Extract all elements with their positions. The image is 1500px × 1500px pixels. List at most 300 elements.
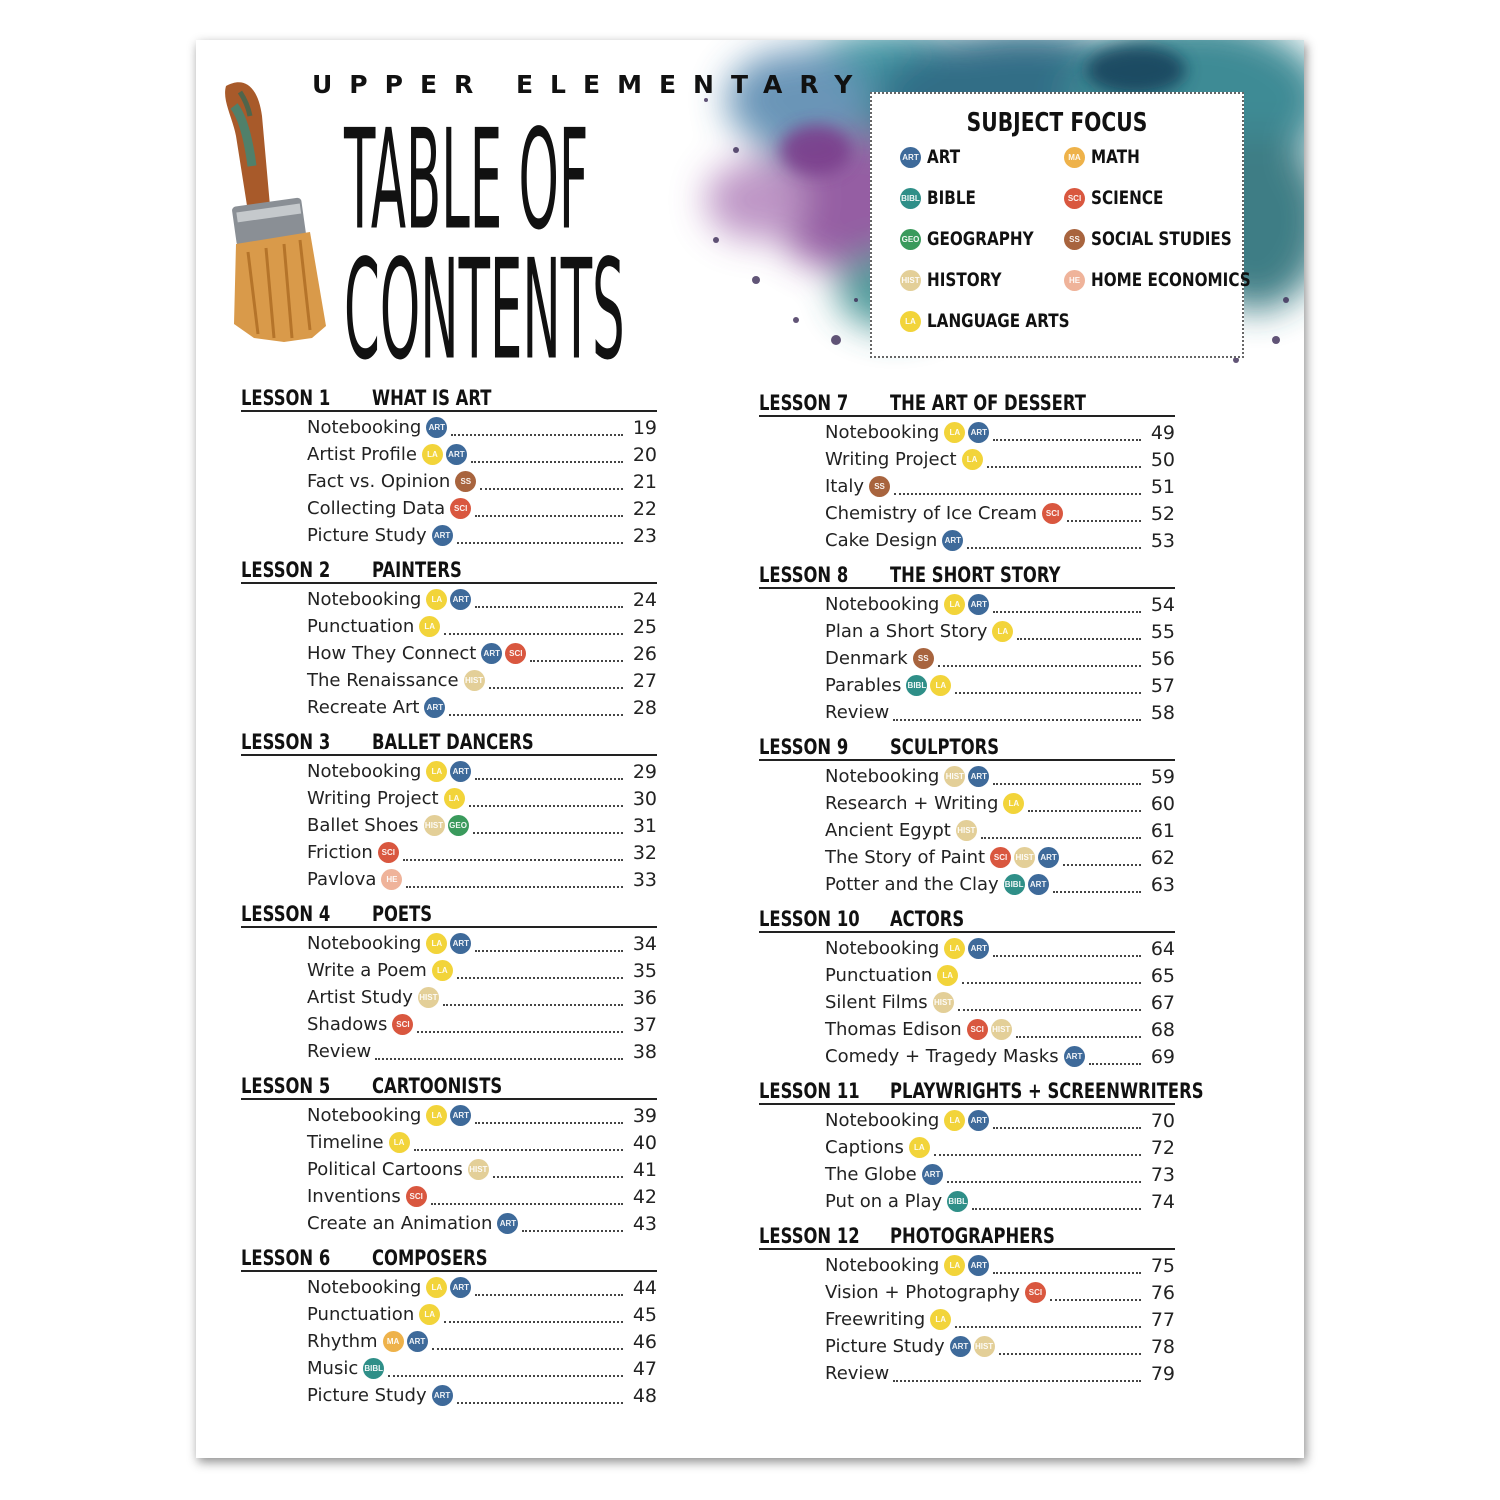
la-subject-icon: LA <box>962 449 983 470</box>
toc-entry-label: Notebooking <box>825 1110 940 1131</box>
subject-tags <box>455 471 476 492</box>
dot-leader <box>1017 638 1141 640</box>
legend-item-ss <box>1064 228 1267 250</box>
toc-entry[interactable] <box>825 527 1175 554</box>
toc-entry-label: How They Connect <box>307 643 477 664</box>
toc-entry-label: Notebooking <box>307 1105 422 1126</box>
lesson-number: LESSON 12 <box>759 1224 860 1248</box>
subject-tags <box>424 697 445 718</box>
toc-entry[interactable] <box>825 1016 1175 1043</box>
lesson-number: LESSON 6 <box>241 1246 331 1270</box>
page-number: 20 <box>632 443 657 466</box>
toc-entry[interactable] <box>307 984 657 1011</box>
toc-entry[interactable] <box>307 1328 657 1355</box>
lesson-block <box>759 901 1175 1070</box>
toc-entry-label: Ancient Egypt <box>825 820 951 841</box>
lesson-header <box>759 901 1175 933</box>
toc-entry-label: Notebooking <box>307 933 422 954</box>
toc-entry-label: Picture Study <box>825 1336 945 1357</box>
toc-entry[interactable] <box>825 446 1175 473</box>
page-number: 29 <box>632 760 657 783</box>
dot-leader <box>457 1402 623 1404</box>
art-subject-icon: ART <box>450 1105 471 1126</box>
sci-subject-icon: SCI <box>1064 188 1085 209</box>
subject-tags <box>1025 1282 1046 1303</box>
subject-tags <box>378 842 399 863</box>
subject-tags <box>424 815 469 836</box>
subject-tags <box>956 820 977 841</box>
toc-entry[interactable] <box>825 790 1175 817</box>
dot-leader <box>1089 1063 1141 1065</box>
page-number: 75 <box>1150 1254 1175 1277</box>
lesson-number: LESSON 3 <box>241 730 331 754</box>
subject-tags <box>930 1309 951 1330</box>
dot-leader <box>962 982 1141 984</box>
legend-item-he <box>1064 269 1291 291</box>
lesson-block <box>241 1240 657 1409</box>
page-title-line1: TABLE OF <box>344 100 589 261</box>
art-subject-icon: ART <box>968 1110 989 1131</box>
art-subject-icon: ART <box>968 1255 989 1276</box>
hist-subject-icon: HIST <box>1014 847 1035 868</box>
document-page <box>196 40 1304 1458</box>
lesson-header <box>759 385 1175 417</box>
toc-entry-label: Captions <box>825 1137 904 1158</box>
dot-leader <box>444 633 623 635</box>
toc-entry[interactable] <box>307 586 657 613</box>
toc-entry[interactable] <box>307 1183 657 1210</box>
toc-entry-label: Friction <box>307 842 373 863</box>
subject-tags <box>464 670 485 691</box>
subject-tags <box>909 1137 930 1158</box>
toc-entry-label: Fact vs. Opinion <box>307 471 451 492</box>
dot-leader <box>972 1208 1141 1210</box>
subject-tags <box>419 1304 440 1325</box>
toc-entry-label: Shadows <box>307 1014 388 1035</box>
subject-tags <box>432 960 453 981</box>
toc-entry-label: Research + Writing <box>825 793 999 814</box>
toc-entry-label: Notebooking <box>307 1277 422 1298</box>
subject-tags <box>389 1132 410 1153</box>
la-subject-icon: LA <box>937 965 958 986</box>
toc-entry[interactable] <box>307 785 657 812</box>
toc-entry[interactable] <box>307 1038 657 1065</box>
toc-entry-label: Thomas Edison <box>825 1019 962 1040</box>
page-number: 61 <box>1150 819 1175 842</box>
page-number: 64 <box>1150 937 1175 960</box>
la-subject-icon: LA <box>389 1132 410 1153</box>
toc-entry[interactable] <box>825 1161 1175 1188</box>
lesson-block <box>759 1073 1204 1215</box>
toc-entry[interactable] <box>307 1102 657 1129</box>
toc-entry[interactable] <box>825 1188 1175 1215</box>
page-number: 77 <box>1150 1308 1175 1331</box>
toc-entry-label: Writing Project <box>307 788 439 809</box>
toc-entry[interactable] <box>825 591 1175 618</box>
toc-entry[interactable] <box>825 871 1175 898</box>
dot-leader <box>475 606 623 608</box>
toc-entry[interactable] <box>307 839 657 866</box>
lesson-header <box>759 1218 1175 1250</box>
toc-entry[interactable] <box>307 1156 657 1183</box>
subject-tags <box>481 643 526 664</box>
subject-tags <box>913 648 934 669</box>
la-subject-icon: LA <box>426 1277 447 1298</box>
sci-subject-icon: SCI <box>406 1186 427 1207</box>
toc-entry-label: Silent Films <box>825 992 928 1013</box>
lesson-header <box>241 896 657 928</box>
subject-tags <box>950 1336 995 1357</box>
art-subject-icon: ART <box>922 1164 943 1185</box>
subject-tags <box>426 933 471 954</box>
legend-label: LANGUAGE ARTS <box>927 310 1070 332</box>
sci-subject-icon: SCI <box>505 643 526 664</box>
dot-leader <box>475 515 623 517</box>
dot-leader <box>893 1380 1141 1382</box>
hist-subject-icon: HIST <box>468 1159 489 1180</box>
dot-leader <box>993 1272 1141 1274</box>
toc-entry[interactable] <box>307 1355 657 1382</box>
toc-entry[interactable] <box>307 640 657 667</box>
subject-tags <box>944 766 989 787</box>
toc-entry[interactable] <box>825 1333 1175 1360</box>
header-kicker: UPPER ELEMENTARY <box>312 70 870 99</box>
toc-entry-label: Italy <box>825 476 865 497</box>
toc-entry[interactable] <box>825 1306 1175 1333</box>
subject-tags <box>426 417 447 438</box>
page-number: 39 <box>632 1104 657 1127</box>
art-subject-icon: ART <box>942 530 963 551</box>
toc-entry-label: Notebooking <box>307 761 422 782</box>
toc-entry-label: Artist Study <box>307 987 413 1008</box>
subject-tags <box>432 1385 453 1406</box>
subject-tags <box>937 965 958 986</box>
subject-tags <box>944 1255 989 1276</box>
dot-leader <box>431 1203 623 1205</box>
lesson-header <box>759 557 1175 589</box>
la-subject-icon: LA <box>909 1137 930 1158</box>
art-subject-icon: ART <box>950 1336 971 1357</box>
subject-tags <box>497 1213 518 1234</box>
dot-leader <box>934 1154 1141 1156</box>
lesson-header <box>759 1073 1204 1105</box>
toc-entry[interactable] <box>825 672 1175 699</box>
art-subject-icon: ART <box>432 525 453 546</box>
toc-entry[interactable] <box>307 495 657 522</box>
toc-entry[interactable] <box>307 957 657 984</box>
lesson-number: LESSON 11 <box>759 1079 860 1103</box>
la-subject-icon: LA <box>944 1110 965 1131</box>
lesson-block <box>241 552 657 721</box>
toc-entry[interactable] <box>307 1129 657 1156</box>
page-number: 35 <box>632 959 657 982</box>
art-subject-icon: ART <box>426 417 447 438</box>
legend-item-bibl <box>900 187 988 209</box>
legend-label: HISTORY <box>927 269 1002 291</box>
art-subject-icon: ART <box>450 761 471 782</box>
subject-tags <box>944 422 989 443</box>
toc-entry-label: Create an Animation <box>307 1213 493 1234</box>
ss-subject-icon: SS <box>869 476 890 497</box>
subject-tags <box>1004 874 1049 895</box>
ss-subject-icon: SS <box>1064 229 1085 250</box>
dot-leader <box>493 1176 623 1178</box>
dot-leader <box>938 665 1141 667</box>
hist-subject-icon: HIST <box>900 270 921 291</box>
subject-tags <box>426 589 471 610</box>
dot-leader <box>999 1353 1141 1355</box>
toc-entry-label: Cake Design <box>825 530 938 551</box>
bibl-subject-icon: BIBL <box>900 188 921 209</box>
toc-entry[interactable] <box>307 613 657 640</box>
toc-entry[interactable] <box>307 1011 657 1038</box>
la-subject-icon: LA <box>426 1105 447 1126</box>
subject-tags <box>944 1110 989 1131</box>
toc-entry-label: Music <box>307 1358 359 1379</box>
lesson-header <box>241 1068 657 1100</box>
toc-entry[interactable] <box>825 500 1175 527</box>
toc-entry-label: Notebooking <box>825 594 940 615</box>
page-number: 60 <box>1150 792 1175 815</box>
dot-leader <box>406 886 623 888</box>
page-number: 55 <box>1150 620 1175 643</box>
subject-tags <box>944 938 989 959</box>
legend-item-la <box>900 310 1105 332</box>
toc-entry[interactable] <box>825 935 1175 962</box>
toc-entry[interactable] <box>825 817 1175 844</box>
bibl-subject-icon: BIBL <box>1004 874 1025 895</box>
lesson-title: THE ART OF DESSERT <box>890 391 1086 415</box>
la-subject-icon: LA <box>992 621 1013 642</box>
dot-leader <box>417 1031 623 1033</box>
lesson-number: LESSON 1 <box>241 386 331 410</box>
toc-entry-label: Review <box>825 702 890 723</box>
toc-entry-label: Notebooking <box>825 1255 940 1276</box>
subject-tags <box>933 992 954 1013</box>
ss-subject-icon: SS <box>455 471 476 492</box>
page-number: 70 <box>1150 1109 1175 1132</box>
toc-entry-label: Timeline <box>307 1132 384 1153</box>
toc-entry[interactable] <box>825 763 1175 790</box>
art-subject-icon: ART <box>407 1331 428 1352</box>
lesson-header <box>241 1240 657 1272</box>
lesson-title: COMPOSERS <box>372 1246 488 1270</box>
toc-entry-label: Rhythm <box>307 1331 378 1352</box>
lesson-block <box>241 1068 657 1237</box>
la-subject-icon: LA <box>900 311 921 332</box>
ma-subject-icon: MA <box>383 1331 404 1352</box>
sci-subject-icon: SCI <box>1025 1282 1046 1303</box>
dot-leader <box>475 778 623 780</box>
toc-entry[interactable] <box>307 758 657 785</box>
dot-leader <box>981 837 1141 839</box>
lesson-title: PHOTOGRAPHERS <box>890 1224 1055 1248</box>
toc-entry-label: Collecting Data <box>307 498 446 519</box>
page-number: 32 <box>632 841 657 864</box>
lesson-number: LESSON 7 <box>759 391 849 415</box>
hist-subject-icon: HIST <box>933 992 954 1013</box>
toc-entry-label: Parables <box>825 675 902 696</box>
page-number: 41 <box>632 1158 657 1181</box>
toc-entry-label: Chemistry of Ice Cream <box>825 503 1038 524</box>
page-number: 38 <box>632 1040 657 1063</box>
subject-tags <box>450 498 471 519</box>
page-number: 74 <box>1150 1190 1175 1213</box>
dot-leader <box>993 783 1141 785</box>
page-number: 49 <box>1150 421 1175 444</box>
page-number: 33 <box>632 868 657 891</box>
la-subject-icon: LA <box>930 675 951 696</box>
dot-leader <box>955 692 1141 694</box>
la-subject-icon: LA <box>444 788 465 809</box>
legend-title: SUBJECT FOCUS <box>966 108 1148 138</box>
page-number: 37 <box>632 1013 657 1036</box>
art-subject-icon: ART <box>450 1277 471 1298</box>
legend-item-ma <box>1064 146 1152 168</box>
dot-leader <box>451 434 623 436</box>
toc-entry[interactable] <box>307 930 657 957</box>
lesson-number: LESSON 4 <box>241 902 331 926</box>
page-number: 63 <box>1150 873 1175 896</box>
dot-leader <box>993 955 1141 957</box>
dot-leader <box>987 466 1141 468</box>
toc-entry-label: Punctuation <box>307 616 415 637</box>
toc-entry[interactable] <box>307 812 657 839</box>
subject-tags <box>426 1277 471 1298</box>
toc-entry-label: Punctuation <box>307 1304 415 1325</box>
dot-leader <box>489 687 623 689</box>
lesson-title: BALLET DANCERS <box>372 730 534 754</box>
lesson-title: SCULPTORS <box>890 735 1000 759</box>
page-number: 46 <box>632 1330 657 1353</box>
toc-entry-label: The Renaissance <box>307 670 459 691</box>
lesson-block <box>759 729 1175 898</box>
page-number: 58 <box>1150 701 1175 724</box>
toc-entry[interactable] <box>307 441 657 468</box>
subject-tags <box>922 1164 943 1185</box>
subject-tags <box>432 525 453 546</box>
subject-tags <box>418 987 439 1008</box>
toc-entry-label: Ballet Shoes <box>307 815 419 836</box>
subject-tags <box>406 1186 427 1207</box>
legend-label: HOME ECONOMICS <box>1091 269 1251 291</box>
toc-entry[interactable] <box>825 473 1175 500</box>
la-subject-icon: LA <box>944 938 965 959</box>
toc-entry-label: Artist Profile <box>307 444 417 465</box>
subject-tags <box>1064 1046 1085 1067</box>
subject-tags <box>1042 503 1063 524</box>
subject-tags <box>992 621 1013 642</box>
lesson-header <box>241 552 657 584</box>
lesson-block <box>759 557 1175 726</box>
page-number: 48 <box>632 1384 657 1407</box>
dot-leader <box>475 1294 623 1296</box>
page-number: 45 <box>632 1303 657 1326</box>
lesson-number: LESSON 10 <box>759 907 860 931</box>
toc-entry[interactable] <box>307 866 657 893</box>
page-number: 59 <box>1150 765 1175 788</box>
toc-entry[interactable] <box>825 699 1175 726</box>
dot-leader <box>457 542 623 544</box>
toc-entry[interactable] <box>825 1360 1175 1387</box>
dot-leader <box>522 1230 623 1232</box>
toc-entry[interactable] <box>307 522 657 549</box>
toc-entry[interactable] <box>307 1210 657 1237</box>
dot-leader <box>893 719 1141 721</box>
dot-leader <box>403 859 623 861</box>
legend-label: GEOGRAPHY <box>927 228 1034 250</box>
sci-subject-icon: SCI <box>1042 503 1063 524</box>
toc-entry[interactable] <box>825 1043 1175 1070</box>
toc-entry[interactable] <box>825 1134 1175 1161</box>
dot-leader <box>475 950 623 952</box>
hist-subject-icon: HIST <box>974 1336 995 1357</box>
toc-entry[interactable] <box>825 844 1175 871</box>
toc-entry[interactable] <box>307 414 657 441</box>
page-number: 51 <box>1150 475 1175 498</box>
page-number: 67 <box>1150 991 1175 1014</box>
toc-entry[interactable] <box>825 1279 1175 1306</box>
lesson-block <box>241 724 657 893</box>
toc-entry-label: Vision + Photography <box>825 1282 1020 1303</box>
geo-subject-icon: GEO <box>900 229 921 250</box>
subject-tags <box>419 616 440 637</box>
dot-leader <box>1028 810 1141 812</box>
toc-entry-label: Review <box>307 1041 372 1062</box>
hist-subject-icon: HIST <box>464 670 485 691</box>
toc-entry-label: Freewriting <box>825 1309 926 1330</box>
la-subject-icon: LA <box>1003 793 1024 814</box>
toc-entry-label: Comedy + Tragedy Masks <box>825 1046 1059 1067</box>
toc-entry[interactable] <box>307 1274 657 1301</box>
lesson-block <box>241 380 657 549</box>
legend-item-hist <box>900 269 1020 291</box>
subject-tags <box>967 1019 1012 1040</box>
toc-entry[interactable] <box>825 962 1175 989</box>
toc-entry[interactable] <box>825 419 1175 446</box>
lesson-title: THE SHORT STORY <box>890 563 1061 587</box>
toc-entry[interactable] <box>825 1252 1175 1279</box>
toc-entry[interactable] <box>825 645 1175 672</box>
ma-subject-icon: MA <box>1064 147 1085 168</box>
toc-entry[interactable] <box>307 468 657 495</box>
toc-entry[interactable] <box>307 667 657 694</box>
toc-entry[interactable] <box>825 989 1175 1016</box>
legend-item-geo <box>900 228 1060 250</box>
page-number: 25 <box>632 615 657 638</box>
toc-entry[interactable] <box>307 1301 657 1328</box>
page-number: 54 <box>1150 593 1175 616</box>
legend-label: SCIENCE <box>1091 187 1164 209</box>
page-number: 73 <box>1150 1163 1175 1186</box>
legend-label: SOCIAL STUDIES <box>1091 228 1232 250</box>
lesson-title: PAINTERS <box>372 558 462 582</box>
subject-tags <box>381 869 402 890</box>
toc-entry[interactable] <box>825 618 1175 645</box>
lessons-column-left <box>241 380 657 1412</box>
dot-leader <box>894 493 1141 495</box>
la-subject-icon: LA <box>422 444 443 465</box>
toc-entry[interactable] <box>825 1107 1175 1134</box>
legend-label: BIBLE <box>927 187 976 209</box>
subject-tags <box>944 594 989 615</box>
dot-leader <box>414 1149 623 1151</box>
toc-entry-label: Inventions <box>307 1186 401 1207</box>
lesson-title: POETS <box>372 902 433 926</box>
toc-entry[interactable] <box>307 1382 657 1409</box>
toc-entry[interactable] <box>307 694 657 721</box>
page-number: 34 <box>632 932 657 955</box>
